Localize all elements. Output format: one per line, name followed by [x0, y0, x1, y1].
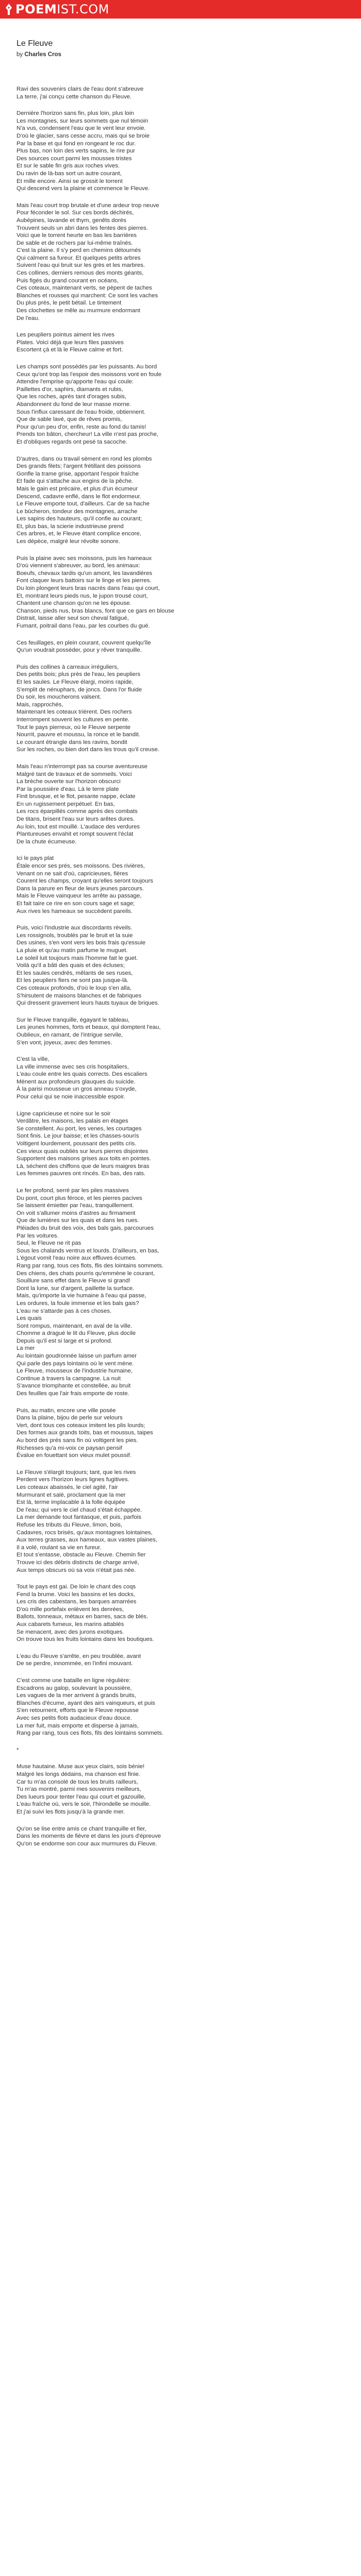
poem-line: Les vagues de la mer arrivent à grands bruits, — [17, 1692, 136, 1699]
poem-stanza — [17, 1110, 356, 1178]
poem-line: Ceux qu'ont trop las l'espoir des moissons vont en foule — [17, 371, 162, 378]
poem-line: Interrompent souvent les cultures en pente. — [17, 716, 130, 723]
poem-line: Et fade qui s'attache aux engins de la pêche. — [17, 478, 134, 485]
poem-line: Dernière l'horizon sans fin, plus loin, plus loin — [17, 110, 134, 117]
poem-line: Puis des collines à carreaux irréguliers, — [17, 664, 119, 670]
poem-line: Murmurant et salé, proclament que la mer — [17, 1492, 126, 1498]
poem-line: S'en vont, joyeux, avec des femmes. — [17, 1039, 112, 1046]
poem-line: Mais le gain est précaire, et plus d'un écumeur — [17, 485, 138, 492]
poem-title: Le Fleuve — [17, 39, 53, 48]
poem-line: Par la poussière d'eau. Là le terre plate — [17, 786, 119, 792]
poem-line: Trouvent seuls un abri dans les fentes des pierres. — [17, 225, 148, 231]
poem-line: Oublieux, en ramant, de l'intrigue servile, — [17, 1031, 123, 1038]
poem-line: Supportent des maisons grises aux toits en pointes. — [17, 1156, 151, 1162]
poem-line: On voit s'allumer moins d'astres au firmament — [17, 1210, 136, 1216]
poem-line: Vert, dont tous ces coteaux imitent les plis lourds; — [17, 1422, 145, 1429]
poem-line: Là, séchent des chiffons que de leurs maigres bras — [17, 1163, 150, 1170]
poem-line: Dans les moments de fièvre et dans les jours d'épreuve — [17, 1833, 161, 1840]
poem-stanza — [17, 763, 356, 846]
poem-line: Des feuilles que l'air frais emporte de roste. — [17, 1391, 129, 1397]
poem-line: Des lueurs pour tenter l'eau qui court et gazouille, — [17, 1793, 146, 1800]
poem-line: La mer fuit, mais emporte et disperse à jamais, — [17, 1722, 139, 1729]
by-label: by — [17, 52, 23, 58]
poem-line: Aux terres grasses, aux hameaux, aux vastes plaines, — [17, 1537, 157, 1544]
poem-line: Ravi des souvenirs clairs de l'eau dont s'abreuve — [17, 86, 144, 92]
poem-line: La terre, j'ai conçu cette chanson du Fleuve. — [17, 93, 132, 100]
poem-line: D'où le glacier, sans cesse accru, mais qui se broie — [17, 132, 150, 139]
poem-line: Sont rompus, maintenant, en aval de la ville. — [17, 1323, 133, 1329]
poem-line: S'avance triomphante et constellée, au bruit — [17, 1383, 131, 1389]
poem-line: L'eau du Fleuve s'arrête, en peu troublée, avant — [17, 1653, 141, 1659]
poem-line: Puis, au matin, encore une ville posée — [17, 1407, 116, 1414]
poem-line: D'où viennent s'abreuver, au bord, les animaux: — [17, 563, 140, 569]
poem-line: Ces vieux quais oubliés sur leurs pierres disjointes — [17, 1148, 149, 1155]
poem-line: Avec ses petits flots audacieux d'eau douce. — [17, 1715, 132, 1721]
poem-line: C'est la ville, — [17, 1056, 50, 1063]
poem-line: La brèche ouverte sur l'horizon obscurci — [17, 778, 121, 785]
poem-stanza — [17, 455, 356, 546]
poem-line: Chanson, pieds nus, bras blancs, font que ce gars en blouse — [17, 607, 174, 614]
poem-stanza — [17, 110, 356, 193]
poem-line: Pour qu'un peu d'or, enfin, reste au fond du tamis! — [17, 423, 146, 430]
poem-line: Le courant étrangle dans les ravins, bondit — [17, 739, 127, 745]
poem-line: Ces coteaux profonds, d'où le loup s'en alla, — [17, 985, 132, 991]
poem-line: De titans, brisent l'eau sur leurs arêtes dures. — [17, 816, 135, 823]
poem-stanza — [17, 1583, 356, 1643]
poem-line: Les jeunes hommes, forts et beaux, qui domptent l'eau, — [17, 1024, 161, 1031]
poem-stanza — [17, 1747, 356, 1754]
poem-line: S'en retournent, efforts que le Fleuve repousse — [17, 1707, 139, 1714]
poem-line: C'est comme une bataille en ligne régulière: — [17, 1677, 131, 1684]
poem-byline — [17, 52, 356, 58]
poem-line: Depuis qu'il est si large et si profond. — [17, 1337, 112, 1344]
poem-line: Venant on ne sait d'où, capricieuses, fières — [17, 870, 128, 877]
poem-line: Distrait, laisse aller seul son cheval fatigué, — [17, 615, 129, 622]
poem-line: De sable et de rochers par lui-même traînés. — [17, 240, 133, 246]
poem-line: Qu'on se endorme son cour aux murmures du Fleuve. — [17, 1840, 157, 1847]
poem-line: Le soleil luit toujours mais l'homme fait le guet. — [17, 955, 138, 961]
poem-line: Fend la brume. Voici les bassins et les docks, — [17, 1591, 135, 1598]
poem-stanza — [17, 1763, 356, 1816]
poem-line: Prends ton bâton, chercheur! La ville n'est pas proche, — [17, 431, 159, 438]
poem-line: Refuse les tributs du Fleuve, limon, bois, — [17, 1521, 123, 1528]
poem-line: C'est la plaine. Il s'y perd en chemins détournés — [17, 247, 141, 254]
poem-line: Le fer profond, serré par les piles massives — [17, 1188, 129, 1194]
poem-line: Du ravin de là-bas sort un autre courant, — [17, 170, 122, 177]
poem-stanza — [17, 1653, 356, 1668]
poem-line: Richesses qu'a mi-voix ce paysan pensif — [17, 1445, 122, 1451]
poem-line: Attendre l'emprise qu'apporte l'eau qui coule: — [17, 379, 134, 385]
poem-line: * — [17, 1747, 19, 1753]
poem-line: Nourrit, pauvre et moussu, la ronce et le bandit. — [17, 732, 140, 738]
poem-line: Du pont, court plus féroce, et les pierres pacives — [17, 1195, 142, 1201]
poem-line: Les rocs éparpillés comme après des combats — [17, 808, 138, 815]
poem-line: Perdent vers l'horizon leurs lignes fugitives. — [17, 1477, 129, 1483]
poem-line: Le Fleuve emporte tout, d'ailleurs. Car de sa hache — [17, 501, 150, 507]
poem-line: Il a volé, roulant sa vie en fureur. — [17, 1544, 102, 1551]
poem-line: Se constellent. Au port, les venes, les courtages — [17, 1125, 142, 1132]
poem-line: Mais, rapprochés, — [17, 701, 63, 708]
poem-stanza — [17, 331, 356, 354]
poem-line: Et les saules. Le Fleuve élargi, moins rapide, — [17, 679, 134, 685]
poem-body — [17, 86, 356, 1848]
poem-line: Seul, le Fleuve ne rit pas — [17, 1240, 81, 1247]
poem-line: Que les roches, après tant d'orages subis, — [17, 394, 127, 400]
poem-container — [0, 19, 361, 1848]
poem-line: Dans la parure en fleur de leurs jeunes parcours. — [17, 885, 144, 892]
poem-line: L'eau coule entre les quais corrects. Des escaliers — [17, 1071, 147, 1078]
poem-stanza — [17, 1677, 356, 1737]
poem-line: Qui calment sa fureur. Et quelques petits arbres — [17, 255, 141, 261]
poem-line: Plantureuses envahit et rompt souvent l'éclat — [17, 831, 134, 838]
poem-stanza — [17, 1825, 356, 1848]
poem-line: N'a vus, condensent l'eau que le vent leur envoie. — [17, 125, 146, 132]
poem-line: Pléiades du bruit des voix, des bals gais, parcourues — [17, 1225, 154, 1231]
poem-line: Que de sable lavé, que de rêves promis, — [17, 416, 122, 423]
poem-line: D'où mille portefaix enlèvent les denrées, — [17, 1606, 124, 1613]
poem-line: Puis figés du grand courant en océans, — [17, 277, 119, 284]
poem-line: Paillettes d'or, saphirs, diamants et rubis, — [17, 386, 123, 393]
poem-stanza — [17, 202, 356, 323]
poem-line: Verdâtre, les maisons, les palais en étages — [17, 1118, 128, 1125]
poem-line: Sous les chalands ventrus et lourds. D'ailleurs, en bas, — [17, 1247, 159, 1254]
poem-line: Puis, voici l'industrie aux discordants réveils. — [17, 925, 133, 931]
poem-line: Pour celui qui se noie inaccessible espoir. — [17, 1094, 125, 1100]
poem-line: L'eau fraîche où, vers le soir, l'hirondelle se mouille. — [17, 1801, 151, 1808]
poem-line: Pour féconder le sol. Sur ces bords déchirés, — [17, 210, 134, 216]
poem-line: Mais l'eau court trop brutale et d'une ardeur trop neuve — [17, 202, 159, 209]
poem-line: Dans la plaine, bijou de perle sur velours — [17, 1415, 123, 1421]
poem-line: Aux rives les hameaux se succèdent pareils. — [17, 908, 133, 914]
poem-line: La ville immense avec ses cris hospitaliers, — [17, 1063, 129, 1070]
poem-line: Et d'obliques regards ont pesé ta sacoche. — [17, 438, 127, 445]
poem-line: Et, plus bas, la scierie industrieuse prend — [17, 523, 124, 530]
poem-line: Les sapins des hauteurs, qu'il confie au courant; — [17, 516, 142, 522]
poem-line: Escortent çà et là le Fleuve calme et fort. — [17, 347, 123, 353]
poem-line: De se perdre, innommée, en l'infini mouvant. — [17, 1660, 133, 1667]
poem-line: La pluie et qu'au matin parfume le muguet. — [17, 947, 128, 954]
poem-line: Mais, qu'importe la vie humaine à l'eau qui passe, — [17, 1293, 146, 1299]
poem-line: Se laissent émietter par l'eau, tranquillement. — [17, 1202, 134, 1209]
poem-line: De la chute écumeuse. — [17, 838, 77, 845]
poem-line: Évalue en fouettant son vieux mulet poussif. — [17, 1452, 132, 1459]
poem-line: Blanches et rousses qui marchent: Ce sont les vaches — [17, 292, 158, 299]
poem-line: Sur les roches, ou bien dort dans les trous qu'il creuse. — [17, 747, 159, 753]
poem-line: Tout le pays pierreux, où le Fleuve serpente — [17, 724, 130, 731]
poem-line: Des sources court parmi les mousses tristes — [17, 155, 132, 162]
poem-line: De l'eau; qui vers le ciel chaud s'était échappée. — [17, 1506, 142, 1513]
poem-line: Mènent aux profondeurs glauques du suicide. — [17, 1078, 136, 1085]
poem-line: Mais l'eau n'interrompt pas sa course aventureuse — [17, 763, 147, 770]
poem-line: Des petits bois; plus près de l'eau, les peupliers — [17, 671, 141, 678]
poem-line: Voici que le torrent heurte en bas les barrières — [17, 232, 137, 239]
poem-line: Étale encor ses prés, ses moissons. Des rivières, — [17, 863, 145, 870]
poem-line: Escadrons au galop, soulevant la poussière, — [17, 1685, 132, 1691]
author-link[interactable]: Charles Cros — [24, 52, 61, 58]
poem-stanza — [17, 664, 356, 754]
poem-line: Aux cabarets fumeux, les marins attablés — [17, 1621, 124, 1628]
poem-line: Au lointain goudronnée laisse un parfum amer — [17, 1353, 137, 1360]
poem-line: Qu'on se lise entre amis ce chant tranquille et fier, — [17, 1825, 146, 1832]
poem-line: Trouve ici des débris distincts de charge arrivé, — [17, 1559, 139, 1566]
poem-line: Ces collines, derniers remous des monts géants, — [17, 270, 144, 277]
poem-line: Du soir, les moucherons valsent. — [17, 694, 102, 701]
pen-nib-icon — [5, 4, 12, 15]
poem-line: De l'eau. — [17, 315, 40, 321]
poem-line: Puis la plaine avec ses moissons, puis les hameaux — [17, 555, 152, 562]
poem-line: Ballots, tonneaux, métaux en barres, sacs de blés. — [17, 1614, 149, 1620]
poem-line: Car tu m'as consolé de tous les bruits railleurs, — [17, 1778, 138, 1785]
poem-stanza — [17, 639, 356, 654]
poem-line: Descend, cadavre enflé, dans le flot endormeur. — [17, 493, 141, 500]
poem-line: Tout le pays est gai. De loin le chant des coqs — [17, 1584, 136, 1590]
poem-line: Voilà qu'il a bâti des quais et des écluses; — [17, 962, 125, 969]
poem-line: Fumant, poitrail dans l'eau, par les courbes du gué. — [17, 623, 150, 629]
poem-line: Et les peupliers fiers ne sont pas jusque-là. — [17, 977, 129, 984]
poem-line: Au loin, tout est mouillé. L'audace des verdures — [17, 823, 140, 830]
poem-line: La mer demande tout fantasque, et puis, parfois — [17, 1514, 141, 1521]
poem-line: En un rugissement perpétuel. En bas, — [17, 801, 115, 807]
poem-line: Ces coteaux, maintenant verts, se pèpent de taches — [17, 285, 152, 292]
poem-line: Voltigent lourdement, poussant des petits cris. — [17, 1141, 137, 1147]
poem-line: Ces arbres, et, le Fleuve étant complice encore, — [17, 531, 141, 537]
poem-line: Des formes aux grands toits, bas et moussus, taipes — [17, 1430, 153, 1436]
poem-line: S'hirsutent de maisons blanches et de fabriques — [17, 992, 142, 999]
poem-line: Blanches d'écume, ayant des airs vainqueurs, et puis — [17, 1700, 155, 1706]
poem-line: Les montagnes, sur leurs sommets que nul témoin — [17, 117, 149, 124]
poem-line: Boeufs, chevaux tardis qu'un amont, les lavandières — [17, 570, 153, 577]
poem-line: Et sur le sable fin gris aux roches vives. — [17, 163, 120, 170]
poem-line: Maintenant les coteaux trièrent. Des rochers — [17, 709, 132, 716]
poem-line: Du loin plongent leurs bras nacrés dans l'eau qui court, — [17, 585, 160, 592]
poem-line: La mer — [17, 1345, 35, 1352]
poem-line: Les champs sont possédés par les puissants. Au bord — [17, 364, 157, 370]
poem-line: Chantent une chanson qu'on ne les épouse. — [17, 600, 132, 607]
poem-line: Tu m'as montré, parmi mes souvenirs meilleurs, — [17, 1786, 141, 1793]
poem-line: Par la base et qui fond en rongeant le roc dur. — [17, 140, 136, 147]
poem-line: Qui descend vers la plaine et commence le Fleuve. — [17, 185, 150, 192]
poem-line: D'autres, dans ou travail sèment en rond les plombs — [17, 455, 152, 462]
poem-line: L'égout vomit l'eau noire aux effluves écumes. — [17, 1255, 137, 1262]
poem-line: L'eau ne s'attarde pas à ces choses. — [17, 1308, 112, 1314]
poem-line: Qui parle des pays lointains où le vent mène. — [17, 1360, 134, 1367]
poem-line: Suivent l'eau qui bruit sur les grès et les marbres. — [17, 262, 145, 269]
poem-line: Continue à travers la campagne. La nuit — [17, 1375, 121, 1382]
poem-stanza — [17, 1016, 356, 1046]
poem-stanza — [17, 924, 356, 1007]
poem-line: Aubépines, lavande et thym, genêts dorés — [17, 217, 126, 224]
poem-line: On trouve tous les fruits lointains dans les boutiques. — [17, 1636, 154, 1643]
poem-line: Les dépèce, malgré leur révolte sonore. — [17, 538, 120, 545]
poem-line: Sur le Fleuve tranquille, égayant le tableau, — [17, 1016, 130, 1023]
poem-line: Sont finis. Le jour baisse; et les chasses-sourís — [17, 1133, 139, 1140]
poem-line: Les ordures, la foule immense et les bals gais? — [17, 1300, 139, 1307]
poem-stanza — [17, 555, 356, 630]
poem-line: Mais le Fleuve vainqueur les arrête au passage, — [17, 893, 142, 900]
poem-line: Et les saules cendrés, mêlants de ses ruses, — [17, 970, 133, 976]
poem-stanza — [17, 86, 356, 100]
poem-line: Gonfle la trame grise, apportant l'espoir fraîche — [17, 470, 139, 477]
site-logo[interactable] — [5, 2, 109, 16]
site-header — [0, 0, 361, 19]
poem-stanza — [17, 1469, 356, 1574]
poem-line: Et tout s'entasse, obstacle au Fleuve. Chemin fier — [17, 1552, 146, 1558]
poem-line: Par les voitures. — [17, 1232, 59, 1239]
poem-line: Les femmes pauvres ont rincés. En bas, des rats. — [17, 1171, 146, 1177]
poem-line: Rang par rang, tous ces flots, flis des lointains sommets. — [17, 1262, 163, 1269]
poem-line: Aux temps obscurs où sa voix n'était pas née. — [17, 1567, 136, 1573]
poem-line: Des clochettes se mêle au murmure endormant — [17, 308, 140, 314]
poem-line: Des usines, s'en vont vers les bois frais qu'essuie — [17, 940, 145, 946]
poem-stanza — [17, 1056, 356, 1101]
poem-line: Et fait taire ce rire en son cours sage et sage; — [17, 901, 135, 907]
poem-line: Ces feuillages, en plein courant, couvrent quelqu'île — [17, 639, 151, 646]
poem-stanza — [17, 855, 356, 915]
poem-line: Et j'ai suivi les flots jusqu'à la grande mer. — [17, 1808, 125, 1815]
poem-line: Et mille encore. Ainsi se grossit le torrent — [17, 178, 123, 184]
poem-line: Se menacent, avec des jurons exotiques. — [17, 1629, 124, 1635]
poem-line: Les peupliers pointus aiment les rives — [17, 332, 114, 338]
poem-line: Ici le pays plat — [17, 855, 54, 862]
poem-line: Que de lumières sur les quais et dans les rues. — [17, 1217, 139, 1224]
poem-line: À la parisi mousseue un gros anneau s'oxyde, — [17, 1086, 137, 1093]
poem-line: Muse hautaine. Muse aux yeux clairs, sois bénie! — [17, 1764, 145, 1770]
poem-line: Qui dressent gravement leurs hauts tuyaux de briques. — [17, 1000, 159, 1007]
poem-line: Malgré les longs dédains, ma chanson est finie. — [17, 1771, 140, 1777]
poem-line: Finit brusque, et le flot, pesante nappe, éclate — [17, 793, 136, 800]
poem-line: Ligne capricieuse et noire sur le soir — [17, 1110, 111, 1117]
poem-line: Souillure sans effet dans le Fleuve si grand! — [17, 1278, 130, 1284]
poem-line: Qu'un voudrait posséder, pour y rêver tranquille. — [17, 647, 142, 654]
poem-line: Rang par rang, tous ces flots, fils des lointains sommets. — [17, 1730, 163, 1737]
poem-line: Cadavres, rocs brisés, qu'aux montagnes lointaines, — [17, 1529, 153, 1536]
poem-line: Des chiens, des chats pourris qu'emmène le courant, — [17, 1270, 155, 1277]
poem-line: Les cris des cabestans, les barques amarrées — [17, 1599, 137, 1605]
poem-line: Sous l'influx caressant de l'eau froide, obtiennent. — [17, 409, 146, 415]
poem-line: Malgré tant de travaux et de sommeils. Voici — [17, 771, 132, 777]
logo-text: POEMIST.COM — [15, 2, 109, 16]
poem-line: S'emplit de nénuphars, de joncs. Dans l'or fluide — [17, 686, 142, 693]
poem-line: Abandonnent du fond de leur masse morne. — [17, 401, 132, 408]
poem-line: Chomme a dragué le lit du Fleuve, plus docile — [17, 1330, 136, 1337]
poem-line: Les coteaux abaissés, le ciel agité, l'air — [17, 1484, 118, 1490]
poem-line: Plates. Voici déjà que leurs files passives — [17, 339, 124, 346]
poem-line: Font claquer leurs battoirs sur le linge et les pierres. — [17, 578, 152, 584]
poem-line: Et, montrant leurs pieds nus, le jupon trousé court, — [17, 592, 148, 599]
poem-line: Des grands filets; l'argent frétillant des poissons — [17, 463, 141, 470]
poem-line: Les rossignols, troublés par le bruit et la suie — [17, 932, 133, 939]
poem-line: Le Fleuve, mousseux de l'industrie humaine, — [17, 1368, 133, 1375]
poem-stanza — [17, 363, 356, 446]
poem-line: Les quais — [17, 1315, 42, 1322]
poem-line: Est là, terme implacable à la folle équipée — [17, 1499, 125, 1506]
poem-stanza — [17, 1187, 356, 1398]
poem-line: Dont la lune, sur d'argent, paillette la surface. — [17, 1285, 135, 1292]
poem-line: Le bûcheron, tondeur des montagnes, arrache — [17, 508, 138, 515]
poem-line: Le Fleuve s'élargit toujours; tant, que les rives — [17, 1469, 136, 1476]
poem-line: Plus bas, non loin des verts sapins, le rire pur — [17, 148, 135, 155]
poem-stanza — [17, 1407, 356, 1460]
poem-line: Courent les champs, croyant qu'elles seront toujours — [17, 878, 153, 885]
poem-line: Du plus près, le petit bétail. Le tintement — [17, 300, 122, 307]
poem-line: Au bord des prés sans fin où voltigent les pies. — [17, 1437, 138, 1444]
